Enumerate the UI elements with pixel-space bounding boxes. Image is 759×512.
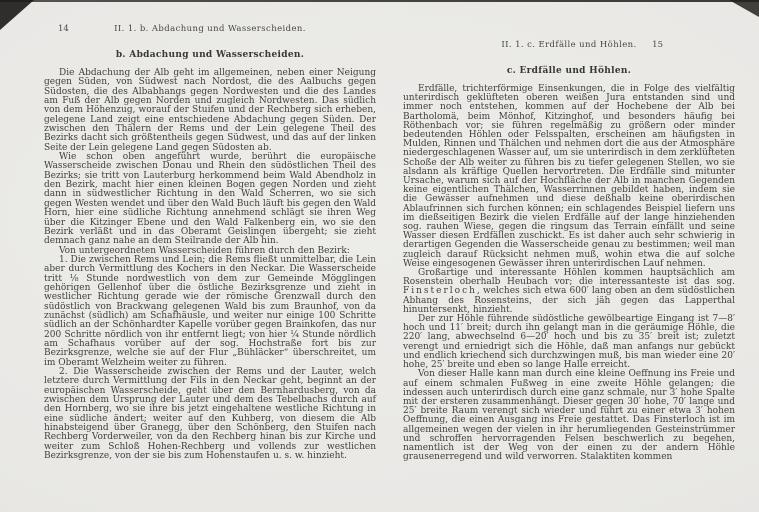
paragraph-text: , welches sich etwa 600′ lang oben an dem südöstlichen Abhang des Rosensteins, der sich jäh gegen das Lapperthal hinuntersenkt, hinzieht. bbox=[403, 286, 735, 315]
right-running-header-row bbox=[403, 40, 735, 52]
left-running-header: II. 1. b. Abdachung und Wasserscheiden. bbox=[114, 24, 306, 34]
scan-edge-top bbox=[0, 0, 759, 2]
paragraph: Die Abdachung der Alb geht im allgemeinen, neben einer Neigung gegen Süden, von Südwest nach Nordost, die des Aalbuchs gegen Südosten, die des Albabhangs gegen Nordwesten und die des Landes am Fuß der Alb gegen Norden und zugleich Nordwesten. Das südlich von dem Höhenzug, worauf der Stuifen und der Rechberg sich erheben, gelegene Land zeigt eine entschiedene Abdachung gegen Süden. Der zwischen den Thälern der Rems und der Lein gelegene Theil des Bezirks dacht sich größtentheils gegen Südwest, und das auf der linken Seite der Lein gelegene Land gegen Südosten ab. bbox=[44, 68, 376, 153]
paragraph: Von untergeordneten Wasserscheiden führen durch den Bezirk: bbox=[59, 245, 350, 256]
paragraph: Wie schon oben angeführt wurde, berührt die europäische Wasserscheide zwischen Donau und Rhein den südöstlichen Theil des Bezirks; sie tritt von Lauterburg herkommend beim Wald Abendholz in den Bezirk, macht hier einen kleinen Bogen gegen Norden und zieht dann in südwestlicher Richtung in den Wald Scherren, wo sie sich gegen Westen wendet und über den Wald Buch läuft bis gegen den Wald Horn, hier eine südliche Richtung annehmend schlägt sie ihren Weg über die Kitzinger Ebene und den Wald Falkenberg ein, wo sie den Bezirk verläßt und in das Oberamt Geislingen übergeht; sie zieht demnach ganz nahe an dem Steilrande der Alb hin. bbox=[44, 152, 376, 247]
left-page-number: 14 bbox=[58, 24, 69, 34]
paragraph: 2. Die Wasserscheide zwischen der Rems und der Lauter, welch letztere durch Vermittlung der Fils in den Neckar geht, beginnt an der europäischen Wasserscheide, geht über den Bernhardusberg, von da zwischen dem Ursprung der Lauter und dem des Tebelbachs durch auf den Hornberg, wo sie ihre bis jetzt eingehaltene westliche Richtung in eine südliche ändert; weiter auf den Kuhberg, von diesem die Alb hinabsteigend über Granegg, über den Schönberg, den Stuifen nach Rechberg Vorderweiler, von da den Rechberg hinan bis zur Kirche und weiter zum Schloß Hohen-Rechberg und vollends zur westlichen Bezirksgrenze, von der sie bis zum Hohenstaufen u. s. w. hinzieht. bbox=[44, 367, 376, 462]
right-section-heading: c. Erdfälle und Höhlen. bbox=[506, 66, 632, 76]
paragraph: 1. Die zwischen Rems und Lein; die Rems fließt unmittelbar, die Lein aber durch Vermittlung des Kochers in den Neckar. Die Wasserscheide tritt ⅛ Stunde nordwestlich von dem zur Gemeinde Mögglingen gehörigen Gellenhof über die östliche Bezirksgrenze und zieht in westlicher Richtung gerade wie der römische Grenzwall durch den südöstlich von Brackwang gelegenen Wald bis zum Braunhof, von da zunächst (südlich) am Schafhäusle, und weiter nur einige 100 Schritte südlich an der Schönhardter Kapelle vorüber gegen Brainkofen, das nur 200 Schritte nördlich von ihr entfernt liegt; von hier ¼ Stunde nördlich am Schafhaus vorüber auf der sog. Hochstraße fort bis zur Bezirksgrenze, welche sie auf der Flur „Bühläcker“ überschreitet, um im Oberamt Welzheim weiter zu führen. bbox=[44, 254, 376, 368]
left-page bbox=[44, 24, 376, 461]
left-section-heading: b. Abdachung und Wasserscheiden. bbox=[115, 50, 305, 60]
right-page-number: 15 bbox=[652, 40, 663, 50]
scan-artifact-top-right-corner bbox=[729, 0, 759, 17]
paragraph: Von dieser Halle kann man durch eine kleine Oeffnung ins Freie und auf einem schmalen Fußweg in eine zweite Höhle gelangen; die indessen auch unterirdisch durch eine ganz schmale, nur 3′ hohe Spalte mit der ersteren zusammenhängt. Dieser gegen 30′ hohe, 70′ lange und 25′ breite Raum verengt sich wieder und führt zu einer etwa 3′ hohen Oeffnung, die einen Ausgang ins Freie gestattet. Das Finsterloch ist im allgemeinen wegen der vielen in ihr herumliegenden Gesteinstrümmer und schroffen hervorragenden Felsen beschwerlich zu begehen, namentlich ist der Weg von der einen zu der andern Höhle grausenerregend und wild verworren. Stalaktiten kommen bbox=[403, 369, 735, 463]
right-running-header: II. 1. c. Erdfälle und Höhlen. bbox=[501, 40, 637, 50]
right-page bbox=[403, 40, 735, 462]
left-running-header-row bbox=[44, 24, 376, 36]
paragraph: Erdfälle, trichterförmige Einsenkungen, die in Folge des vielfältig unterirdisch geklüfteten oberen weißen Jura entstanden sind und immer noch entstehen, kommen auf der Hochebene der Alb bei Bartholomä, beim Mönhof, Kitzinghof, und besonders häufig bei Röthenbach vor; sie führen regelmäßig zu größern oder minder bedeutenden Höhlen oder Felsspalten, erscheinen am häufigsten in Mulden, Rinnen und Thälchen und nehmen dort die aus der Atmosphäre niedergeschlagenen Wasser auf, um sie unterirdisch in dem zerklüfteten Schoße der Alb weiter zu führen bis zu tiefer gelegenen Stellen, wo sie alsdann als kräftige Quellen hervortreten. Die Erdfälle sind mitunter Ursache, warum sich auf der Hochfläche der Alb in manchen Gegenden keine eigentlichen Thälchen, Wasserrinnen gebildet haben, indem sie die Gewässer aufnehmen und diese deßhalb keine oberirdischen Ablaufrinnen sich furchen können; ein schlagendes Beispiel liefern uns im dießseitigen Bezirk die vielen Erdfälle auf der lange hinziehenden sog. rauhen Wiese, gegen die ringsum das Terrain einfällt und seine Wasser diesen Erdfällen zuschickt. Es ist daher auch sehr schwierig in derartigen Gegenden die Wasserscheide genau zu bestimmen; weil man zugleich darauf Rücksicht nehmen muß, wohin etwa die auf solche Weise eingesogenen Gewässer ihren unterirdischen Lauf nehmen. bbox=[403, 84, 735, 269]
paragraph bbox=[403, 269, 735, 315]
scan-artifact-top-left-corner bbox=[0, 0, 34, 30]
right-body-text bbox=[403, 85, 735, 462]
left-body-text bbox=[44, 69, 376, 461]
paragraph-text: Großartige und interessante Höhlen kommen hauptsächlich am Rosenstein oberhalb Heubach vor; die interessanteste ist das sog. bbox=[403, 268, 735, 288]
spaced-term-finsterloch: Finsterloch bbox=[403, 286, 477, 297]
paragraph: Der zur Höhle führende südöstliche gewölbeartige Eingang ist 7—8′ hoch und 11′ breit; durch ihn gelangt man in die geräumige Höhle, die 220′ lang, abwechselnd 6—20′ hoch und bis zu 35′ breit ist; zuletzt verengt und erniedrigt sich die Höhle, daß man anfangs nur gebückt und endlich kriechend sich durchzwingen muß, bis man wieder eine 20′ hohe, 25′ breite und eben so lange Halle erreicht. bbox=[403, 314, 735, 371]
